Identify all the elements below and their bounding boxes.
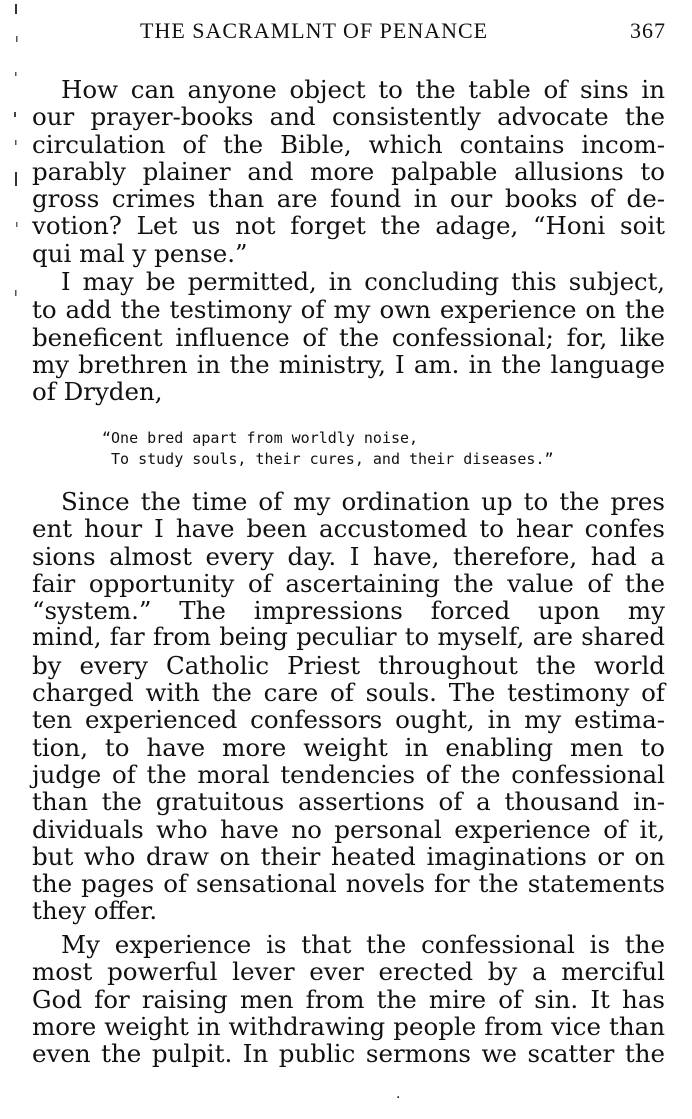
- text-line: charged with the care of souls. The testimony of: [32, 678, 665, 708]
- text-line: the pages of sensational novels for the statements: [32, 869, 665, 899]
- text-line: by every Catholic Priest throughout the world: [32, 650, 665, 680]
- running-header: [140, 18, 666, 44]
- speck: [16, 222, 18, 227]
- text-line: of Dryden,: [32, 377, 163, 407]
- text-line: parably plainer and more palpable allusions to: [32, 156, 665, 186]
- text-line: dividuals who have no personal experience of it,: [32, 814, 665, 844]
- running-title: THE SACRAMLNT OF PENANCE: [140, 18, 489, 43]
- text-line: most powerful lever ever erected by a merciful: [32, 957, 665, 987]
- paragraph-experience: [32, 488, 665, 925]
- text-line: Since the time of my ordination up to the pres: [61, 487, 665, 516]
- text-line: fair opportunity of ascertaining the value of the: [32, 568, 665, 598]
- text-line: ent hour I have been accustomed to hear confes: [32, 514, 665, 544]
- margin-specks: [6, 0, 26, 320]
- text-line: qui mal y pense.”: [32, 238, 248, 268]
- text-line: “system.” The impressions forced upon my: [32, 596, 665, 626]
- text-line: beneficent influence of the confessional; for, like: [32, 322, 665, 352]
- text-line: they offer.: [32, 896, 158, 926]
- text-line: How can anyone object to the table of sins in: [61, 75, 665, 104]
- speck: [14, 112, 16, 117]
- text-line: to add the testimony of my own experience on the: [32, 295, 665, 325]
- text-line: votion? Let us not forget the adage, “Honi soit: [32, 211, 665, 241]
- text-line: gross crimes than are found in our books of de-: [32, 184, 665, 214]
- quote-line: To study souls, their cures, and their diseases.”: [111, 450, 554, 468]
- dryden-quotation: [102, 428, 602, 470]
- text-line: circulation of the Bible, which contains incom-: [32, 129, 665, 159]
- text-line: but who draw on their heated imaginations or on: [32, 841, 665, 871]
- speck: [15, 72, 17, 76]
- text-line: even the pulpit. In public sermons we scatter the: [32, 1039, 665, 1069]
- text-line: judge of the moral tendencies of the confessional: [32, 759, 665, 789]
- text-line: our prayer-books and consistently advocate the: [32, 102, 665, 132]
- text-line: My experience is that the confessional is the: [61, 930, 665, 959]
- text-line: than the gratuitous assertions of a thousand in-: [32, 787, 665, 817]
- paragraph-testimony: [32, 269, 665, 405]
- paragraph-confessional-lever: [32, 931, 665, 1067]
- paragraph-table-of-sins: [32, 76, 665, 267]
- speck: [15, 172, 17, 186]
- text-line: mind, far from being peculiar to myself, are shared: [32, 623, 665, 652]
- text-line: my brethren in the ministry, I am. in the language: [32, 349, 665, 379]
- speck: [15, 4, 17, 14]
- quote-line: “One bred apart from worldly noise,: [102, 429, 419, 447]
- text-line: sions almost every day. I have, therefore, had a: [32, 541, 665, 571]
- text-line: I may be permitted, in concluding this subject,: [61, 268, 665, 296]
- footer-speck: ·: [396, 1090, 401, 1106]
- text-line: tion, to have more weight in enabling men to: [32, 732, 665, 762]
- page-number: 367: [630, 18, 666, 43]
- speck: [15, 290, 17, 296]
- speck: [15, 140, 17, 145]
- text-line: ten experienced confessors ought, in my estima-: [32, 705, 665, 735]
- speck: [16, 36, 18, 42]
- text-line: God for raising men from the mire of sin. It has: [32, 984, 665, 1014]
- text-line: more weight in withdrawing people from vice than: [32, 1011, 665, 1041]
